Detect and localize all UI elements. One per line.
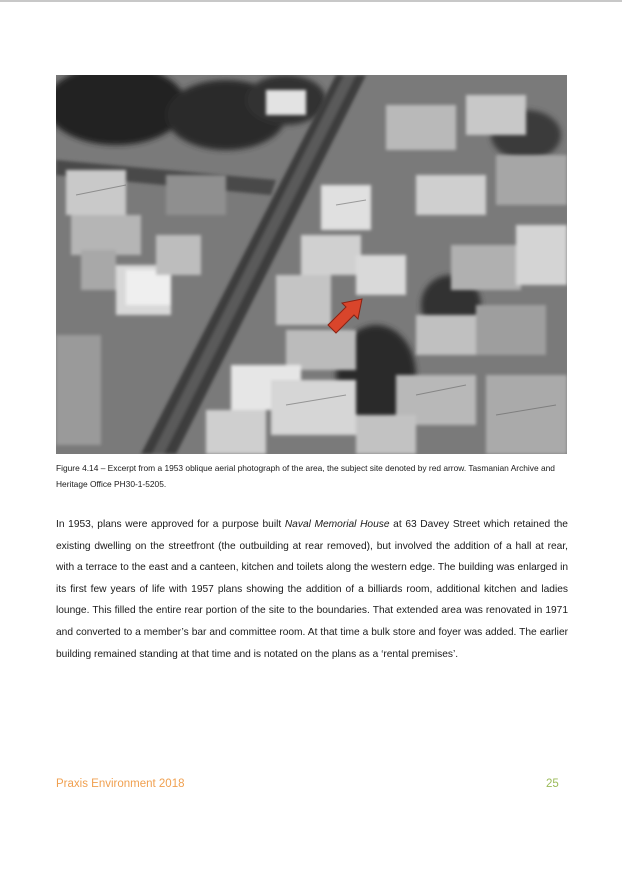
body-paragraph	[56, 514, 568, 665]
building-name: Naval Memorial House	[284, 519, 390, 530]
body-text-part-2: at 63 Davey Street which retained the existing dwelling on the streetfront (the outbuilding at rear removed), but involved the addition of a hall at rear, with a terrace to the east and a canteen, kitchen and toilets along the western edge. The building was enlarged in its first few years of life with 1957 plans showing the addition of a billiards room, additional kitchen and ladies lounge. This filled the entire rear portion of the site to the boundaries. That extended area was renovated in 1971 and converted to a member’s bar and committee room. At that time a bulk store and foyer was added. The earlier building remained standing at that time and is notated on the plans as a ‘rental premises’.	[56, 519, 568, 660]
aerial-photograph	[56, 75, 567, 454]
top-rule	[0, 0, 622, 2]
page-number: 25	[546, 778, 559, 790]
figure-caption: Figure 4.14 – Excerpt from a 1953 oblique aerial photograph of the area, the subject site denoted by red arrow. Tasmanian Archive and Heritage Office PH30-1-5205.	[56, 463, 555, 489]
body-text-part-1: In 1953, plans were approved for a purpose built	[56, 519, 285, 530]
footer-organisation: Praxis Environment 2018	[56, 778, 185, 790]
